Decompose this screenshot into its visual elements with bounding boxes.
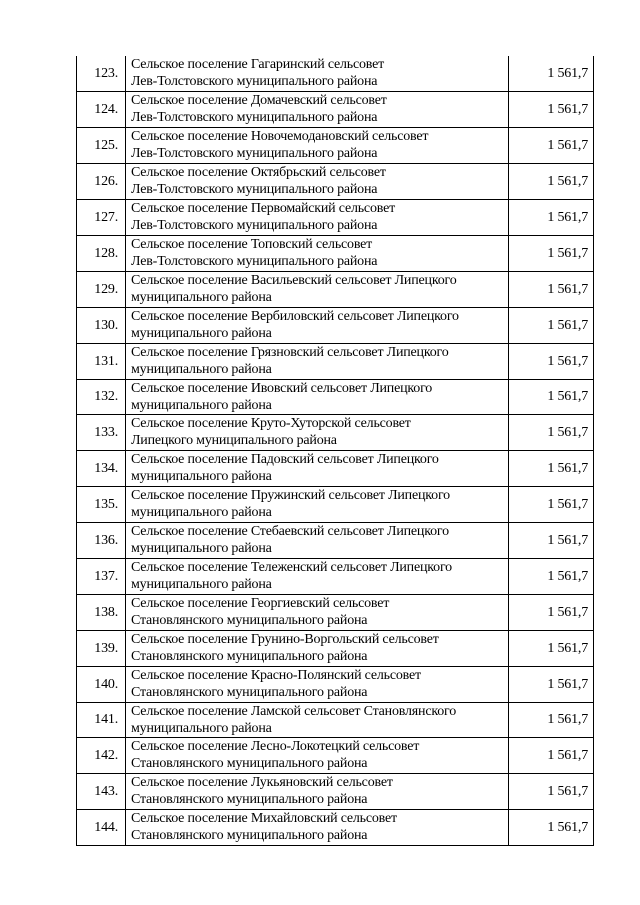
row-number: 126. — [77, 164, 126, 200]
row-number: 134. — [77, 451, 126, 487]
settlement-name-cell — [126, 594, 509, 630]
settlement-name-cell — [126, 343, 509, 379]
table-row — [77, 128, 594, 164]
settlement-name-cell — [126, 415, 509, 451]
settlement-name-cell — [126, 487, 509, 523]
row-number: 131. — [77, 343, 126, 379]
settlement-name-line1: Сельское поселение Гагаринский сельсовет — [131, 57, 385, 72]
settlement-name-cell — [126, 235, 509, 271]
amount-cell: 1 561,7 — [509, 271, 594, 307]
table-row — [77, 235, 594, 271]
table-row — [77, 307, 594, 343]
amount-cell: 1 561,7 — [509, 666, 594, 702]
table-row — [77, 415, 594, 451]
row-number: 136. — [77, 523, 126, 559]
settlement-name-cell — [126, 92, 509, 128]
settlement-name-cell — [126, 128, 509, 164]
settlement-name-line1: Сельское поселение Ивовский сельсовет Липецкого — [131, 380, 433, 396]
settlement-name-line1: Сельское поселение Грунино-Воргольский сельсовет — [131, 631, 439, 647]
amount-cell: 1 561,7 — [509, 810, 594, 846]
row-number: 128. — [77, 235, 126, 271]
settlement-name-line1: Сельское поселение Первомайский сельсовет — [131, 201, 396, 217]
row-number: 139. — [77, 630, 126, 666]
settlement-name-line2: Становлянского муниципального района — [131, 684, 368, 700]
settlement-name-cell — [126, 666, 509, 702]
settlements-table — [76, 56, 594, 846]
row-number: 142. — [77, 738, 126, 774]
amount-cell: 1 561,7 — [509, 164, 594, 200]
settlement-name-cell — [126, 379, 509, 415]
settlement-name-line2: муниципального района — [131, 397, 272, 413]
settlement-name-line2: Становлянского муниципального района — [131, 756, 368, 772]
settlement-name-line1: Сельское поселение Лесно-Локотецкий сельсовет — [131, 739, 420, 755]
row-number: 124. — [77, 92, 126, 128]
settlement-name-line2: Становлянского муниципального района — [131, 792, 368, 808]
settlement-name-cell — [126, 307, 509, 343]
settlement-name-line2: муниципального района — [131, 469, 272, 485]
amount-cell: 1 561,7 — [509, 487, 594, 523]
table-row — [77, 451, 594, 487]
row-number: 125. — [77, 128, 126, 164]
table-row — [77, 92, 594, 128]
settlement-name-line1: Сельское поселение Круто-Хуторской сельсовет — [131, 416, 411, 432]
amount-cell: 1 561,7 — [509, 343, 594, 379]
settlement-name-cell — [126, 523, 509, 559]
amount-cell: 1 561,7 — [509, 558, 594, 594]
amount-cell: 1 561,7 — [509, 379, 594, 415]
table-row — [77, 523, 594, 559]
table-row — [77, 774, 594, 810]
amount-cell: 1 561,7 — [509, 738, 594, 774]
row-number: 132. — [77, 379, 126, 415]
table-row — [77, 630, 594, 666]
settlement-name-line1: Сельское поселение Домачевский сельсовет — [131, 93, 387, 109]
settlement-name-line2: Лев-Толстовского муниципального района — [131, 253, 378, 269]
settlement-name-line2: муниципального района — [131, 720, 272, 736]
table-row — [77, 558, 594, 594]
row-number: 129. — [77, 271, 126, 307]
settlement-name-cell — [126, 702, 509, 738]
row-number: 144. — [77, 810, 126, 846]
table-row — [77, 56, 594, 92]
settlement-name-line1: Сельское поселение Падовский сельсовет Липецкого — [131, 452, 439, 468]
table-row — [77, 271, 594, 307]
settlement-name-line2: Лев-Толстовского муниципального района — [131, 146, 378, 162]
settlement-name-cell — [126, 630, 509, 666]
amount-cell: 1 561,7 — [509, 415, 594, 451]
settlement-name-line2: Лев-Толстовского муниципального района — [131, 110, 378, 126]
table-row — [77, 200, 594, 236]
amount-cell: 1 561,7 — [509, 774, 594, 810]
amount-cell: 1 561,7 — [509, 594, 594, 630]
amount-cell: 1 561,7 — [509, 523, 594, 559]
settlement-name-cell — [126, 164, 509, 200]
row-number: 123. — [77, 56, 126, 92]
settlement-name-line1: Сельское поселение Георгиевский сельсовет — [131, 595, 390, 611]
settlement-name-line2: муниципального района — [131, 289, 272, 305]
table-row — [77, 487, 594, 523]
settlement-name-line2: Становлянского муниципального района — [131, 612, 368, 628]
settlement-name-cell — [126, 451, 509, 487]
settlement-name-cell — [126, 738, 509, 774]
settlement-name-line2: Липецкого муниципального района — [131, 433, 337, 449]
row-number: 140. — [77, 666, 126, 702]
amount-cell: 1 561,7 — [509, 92, 594, 128]
amount-cell: 1 561,7 — [509, 235, 594, 271]
amount-cell: 1 561,7 — [509, 200, 594, 236]
settlement-name-cell — [126, 200, 509, 236]
settlement-name-line1: Сельское поселение Пружинский сельсовет Липецкого — [131, 488, 450, 504]
settlement-name-line1: Сельское поселение Михайловский сельсовет — [131, 811, 397, 827]
settlement-name-line2: Лев-Толстовского муниципального района — [131, 74, 378, 89]
amount-cell: 1 561,7 — [509, 307, 594, 343]
settlement-name-line2: Лев-Толстовского муниципального района — [131, 182, 378, 198]
settlement-name-line2: муниципального района — [131, 576, 272, 592]
settlement-name-line1: Сельское поселение Вербиловский сельсовет Липецкого — [131, 308, 459, 324]
table-row — [77, 343, 594, 379]
settlement-name-line1: Сельское поселение Новочемодановский сельсовет — [131, 129, 429, 145]
row-number: 138. — [77, 594, 126, 630]
settlement-name-line2: муниципального района — [131, 505, 272, 521]
table-row — [77, 666, 594, 702]
settlement-name-cell — [126, 558, 509, 594]
table-row — [77, 702, 594, 738]
settlement-name-cell — [126, 56, 509, 92]
settlement-name-line2: Становлянского муниципального района — [131, 828, 368, 844]
amount-cell: 1 561,7 — [509, 128, 594, 164]
settlement-name-line1: Сельское поселение Октябрьский сельсовет — [131, 165, 386, 181]
row-number: 143. — [77, 774, 126, 810]
amount-cell: 1 561,7 — [509, 702, 594, 738]
table-row — [77, 738, 594, 774]
settlement-name-cell — [126, 774, 509, 810]
amount-cell: 1 561,7 — [509, 451, 594, 487]
row-number: 130. — [77, 307, 126, 343]
row-number: 127. — [77, 200, 126, 236]
row-number: 137. — [77, 558, 126, 594]
settlement-name-line1: Сельское поселение Стебаевский сельсовет Липецкого — [131, 524, 449, 540]
amount-cell: 1 561,7 — [509, 630, 594, 666]
settlement-name-line1: Сельское поселение Лукьяновский сельсовет — [131, 775, 393, 791]
settlement-name-line2: муниципального района — [131, 325, 272, 341]
settlement-name-line1: Сельское поселение Красно-Полянский сельсовет — [131, 667, 421, 683]
settlement-name-line1: Сельское поселение Топовский сельсовет — [131, 236, 373, 252]
amount-cell: 1 561,7 — [509, 56, 594, 92]
settlement-name-line1: Сельское поселение Тележенский сельсовет Липецкого — [131, 559, 452, 575]
settlement-name-cell — [126, 271, 509, 307]
settlement-name-line2: Лев-Толстовского муниципального района — [131, 218, 378, 234]
row-number: 133. — [77, 415, 126, 451]
settlement-name-line2: муниципального района — [131, 361, 272, 377]
settlement-name-line1: Сельское поселение Васильевский сельсовет Липецкого — [131, 272, 457, 288]
settlement-name-line1: Сельское поселение Ламской сельсовет Становлянского — [131, 703, 457, 719]
table-row — [77, 379, 594, 415]
table-row — [77, 810, 594, 846]
row-number: 135. — [77, 487, 126, 523]
settlement-name-cell — [126, 810, 509, 846]
settlement-name-line2: Становлянского муниципального района — [131, 648, 368, 664]
table-row — [77, 164, 594, 200]
table-row — [77, 594, 594, 630]
row-number: 141. — [77, 702, 126, 738]
settlement-name-line1: Сельское поселение Грязновский сельсовет Липецкого — [131, 344, 449, 360]
settlements-table-body — [77, 56, 594, 846]
settlement-name-line2: муниципального района — [131, 541, 272, 557]
